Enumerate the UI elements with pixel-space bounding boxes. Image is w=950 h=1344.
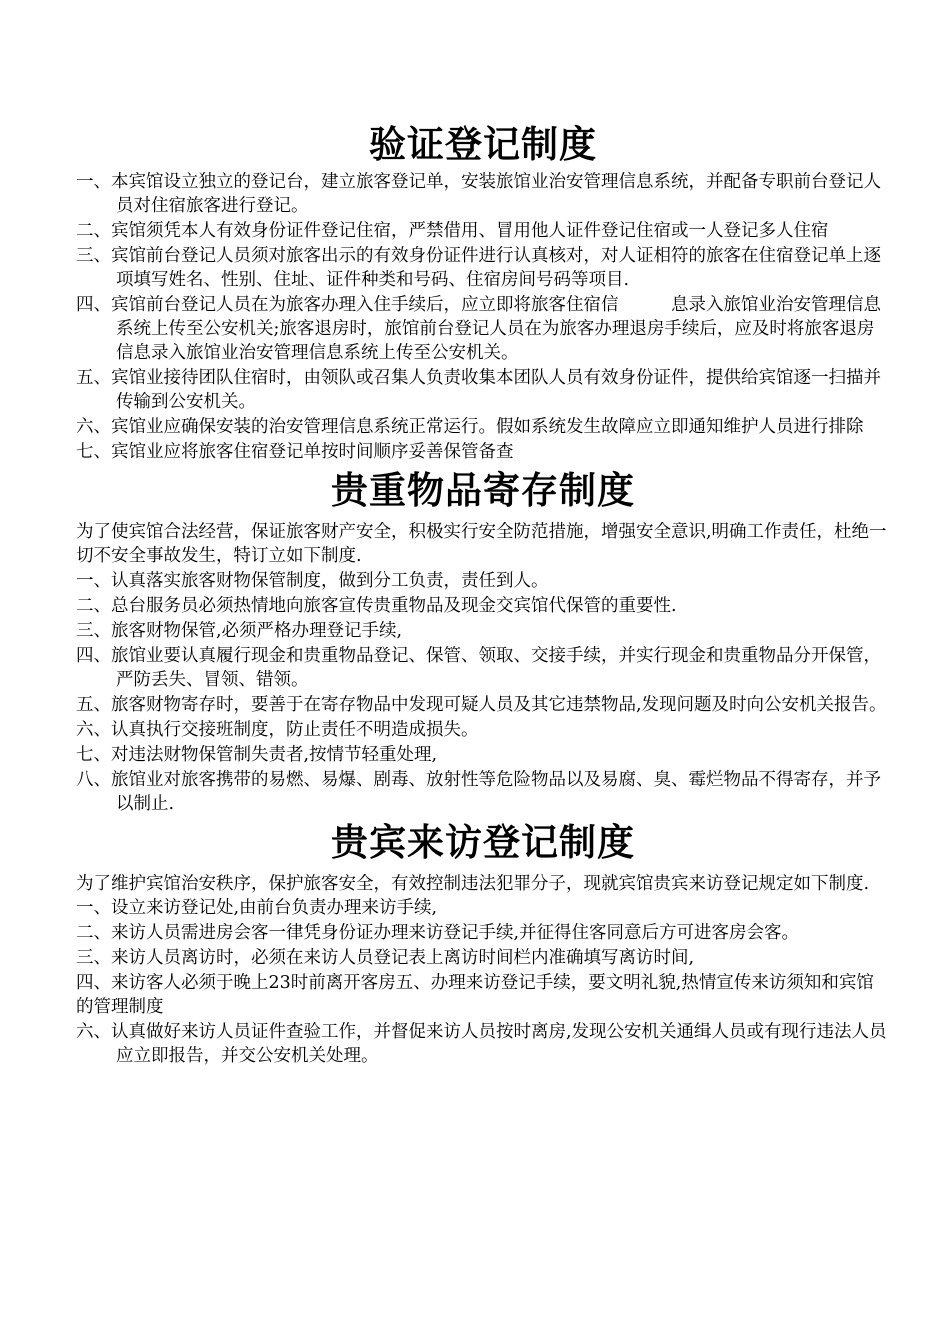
section-title-valuables: 贵重物品寄存制度 [331, 469, 635, 512]
list-item: 三、宾馆前台登记人员须对旅客出示的有效身份证件进行认真核对，对人证相符的旅客在住宿登记单上逐项填写姓名、性别、住址、证件种类和号码、住宿房间号码等项目. [76, 246, 881, 290]
list-item: 三、旅客财物保管,必须严格办理登记手续, [76, 621, 403, 641]
list-item: 四、旅馆业要认真履行现金和贵重物品登记、保管、领取、交接手续，并实行现金和贵重物品分开保管，严防丢失、冒领、错领。 [76, 646, 881, 690]
list-item: 八、旅馆业对旅客携带的易燃、易爆、剧毒、放射性等危险物品以及易腐、臭、霉烂物品不得寄存，并予以制止. [76, 770, 881, 814]
section-title-visitors: 贵宾来访登记制度 [331, 821, 635, 864]
section-title-registration: 验证登记制度 [369, 123, 597, 166]
list-item: 五、宾馆业接待团队住宿时，由领队或召集人负责收集本团队人员有效身份证件，提供给宾馆逐一扫描并传输到公安机关。 [76, 368, 881, 412]
list-item: 六、宾馆业应确保安装的治安管理信息系统正常运行。假如系统发生故障应立即通知维护人员进行排除 [76, 417, 864, 437]
list-item: 一、认真落实旅客财物保管制度，做到分工负责，责任到人。 [76, 571, 549, 591]
list-item: 二、来访人员需进房会客一律凭身份证办理来访登记手续,并征得住客同意后方可进客房会客。 [76, 923, 800, 943]
list-item: 六、认真做好来访人员证件查验工作，并督促来访人员按时离房,发现公安机关通缉人员或有现行违法人员应立即报告，并交公安机关处理。 [76, 1022, 887, 1066]
list-item: 二、宾馆须凭本人有效身份证件登记住宿，严禁借用、冒用他人证件登记住宿或一人登记多人住宿 [76, 221, 829, 241]
section-intro: 为了使宾馆合法经营，保证旅客财产安全，积极实行安全防范措施，增强安全意识,明确工作责任，杜绝一切不安全事故发生，特订立如下制度. [76, 522, 887, 566]
list-item: 一、本宾馆设立独立的登记台，建立旅客登记单，安装旅馆业治安管理信息系统，并配备专职前台登记人员对住宿旅客进行登记。 [76, 172, 881, 216]
list-item: 二、总台服务员必须热情地向旅客宣传贵重物品及现金交宾馆代保管的重要性. [76, 596, 677, 616]
list-item-paragraph: 四、来访客人必须于晚上23时前离开客房五、办理来访登记手续，要文明礼貌,热情宣传来访须知和宾馆的管理制度 [76, 973, 874, 1017]
list-item: 七、对违法财物保管制失责者,按情节轻重处理, [76, 745, 438, 765]
list-item: 六、认真执行交接班制度，防止责任不明造成损失。 [76, 720, 479, 740]
list-item: 四、宾馆前台登记人员在为旅客办理入住手续后，应立即将旅客住宿信 息录入旅馆业治安管理信息系统上传至公安机关;旅客退房时，旅馆前台登记人员在为旅客办理退房手续后，应及时将旅客退房信息录入旅馆业治安管理信息系统上传至公安机关。 [76, 295, 881, 363]
list-item: 五、旅客财物寄存时，要善于在寄存物品中发现可疑人员及其它违禁物品,发现问题及时向公安机关报告。 [76, 695, 887, 715]
list-item: 七、宾馆业应将旅客住宿登记单按时间顺序妥善保管备查 [76, 442, 514, 462]
section-intro: 为了维护宾馆治安秩序，保护旅客安全，有效控制违法犯罪分子，现就宾馆贵宾来访登记规定如下制度.一、设立来访登记处,由前台负责办理来访手续, [76, 874, 870, 918]
list-item: 三、来访人员离访时，必须在来访人员登记表上离访时间栏内准确填写离访时间, [76, 948, 695, 968]
